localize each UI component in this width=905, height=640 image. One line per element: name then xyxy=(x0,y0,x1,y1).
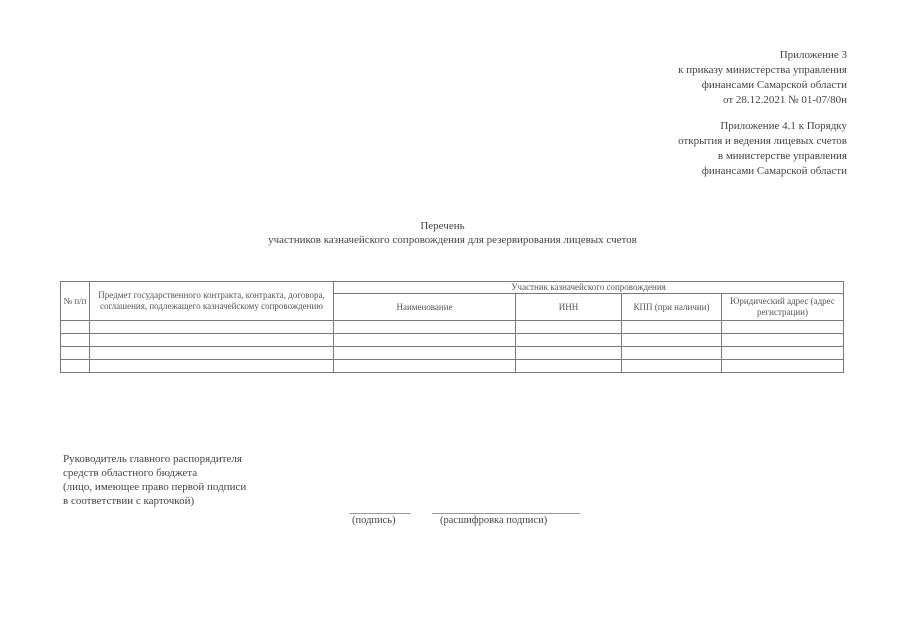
signatory-line: средств областного бюджета xyxy=(63,467,198,479)
signatory-line: Руководитель главного распорядителя xyxy=(63,453,242,465)
col-header-kpp: КПП (при наличии) xyxy=(622,294,722,321)
document-title: Перечень xyxy=(420,220,465,232)
appendix-header-order xyxy=(678,48,847,108)
header-line: Приложение 3 xyxy=(779,49,847,61)
table-row xyxy=(61,321,844,334)
signatory-line: (лицо, имеющее право первой подписи xyxy=(63,481,247,493)
header-line: открытия и ведения лицевых счетов xyxy=(678,135,847,147)
document-subtitle: участников казначейского сопровождения для резервирования лицевых счетов xyxy=(268,234,637,246)
table-row xyxy=(61,360,844,373)
signature-decode-line xyxy=(432,513,580,514)
col-header-inn: ИНН xyxy=(516,294,622,321)
header-line: финансами Самарской области xyxy=(701,79,847,91)
signature-decode-caption: (расшифровка подписи) xyxy=(440,515,548,526)
header-line: финансами Самарской области xyxy=(701,165,847,177)
col-header-subject: Предмет государственного контракта, контракта, договора, соглашения, подлежащего казначейскому сопровождению xyxy=(90,282,334,321)
col-header-participant-group: Участник казначейского сопровождения xyxy=(334,282,844,294)
header-line: к приказу министерства управления xyxy=(678,64,847,76)
signatory-block xyxy=(63,452,246,508)
participants-table xyxy=(60,281,844,373)
table-row xyxy=(61,347,844,360)
header-line: от 28.12.2021 № 01-07/80н xyxy=(722,94,847,106)
col-header-name: Наименование xyxy=(334,294,516,321)
table-header-row xyxy=(61,282,844,294)
header-line: Приложение 4.1 к Порядку xyxy=(720,120,847,132)
appendix-header-procedure xyxy=(678,119,847,179)
col-header-address: Юридический адрес (адрес регистрации) xyxy=(722,294,844,321)
signature-caption: (подпись) xyxy=(352,515,396,526)
col-header-number: № п/п xyxy=(61,282,90,321)
signature-line xyxy=(349,513,411,514)
table-row xyxy=(61,334,844,347)
signatory-line: в соответствии с карточкой) xyxy=(63,495,195,507)
header-line: в министерстве управления xyxy=(717,150,847,162)
